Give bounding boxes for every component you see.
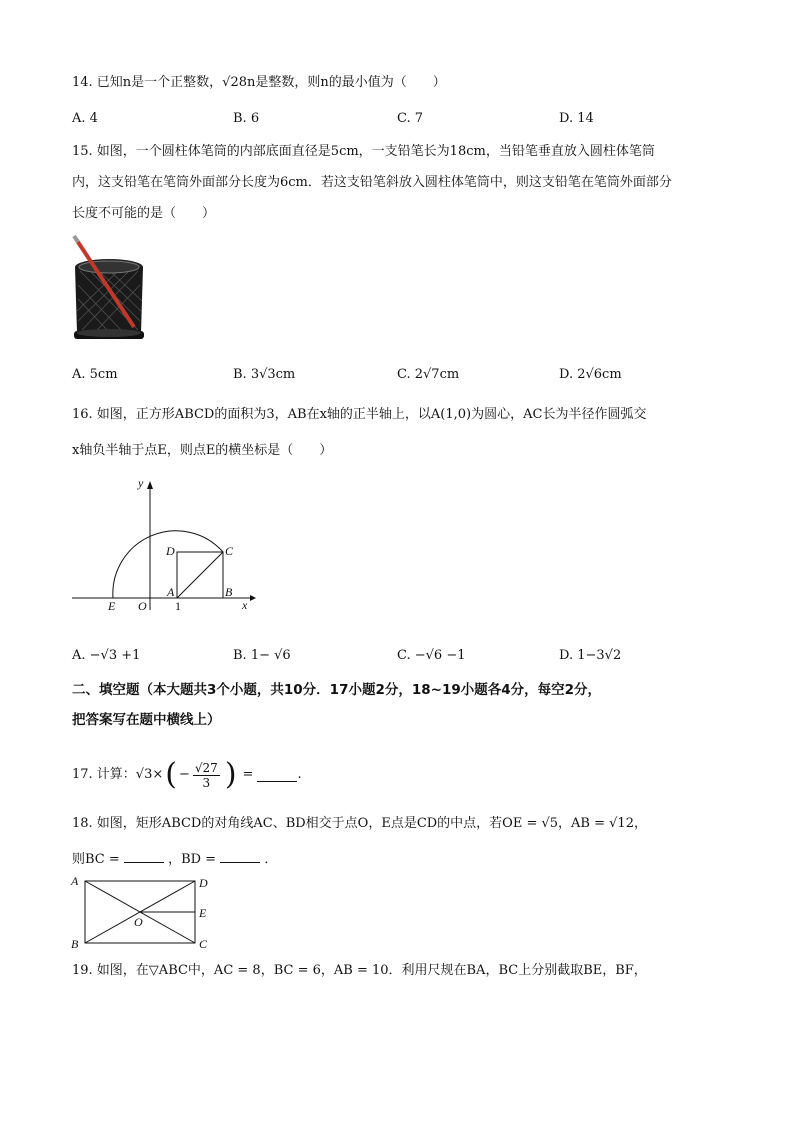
q17-paren-close: ) xyxy=(224,757,237,792)
q15-option-d: D. 2√6cm xyxy=(559,367,622,382)
q18-figure xyxy=(68,872,228,952)
q15-line-2: 内，这支铅笔在笔筒外面部分长度为6cm．若这支铅笔斜放入圆柱体笔筒中，则这支铅笔在笔筒外面部分 xyxy=(72,175,672,190)
q17-paren-open: ( xyxy=(165,757,177,792)
q16-figure xyxy=(60,475,260,615)
q16-option-b: B. 1− √6 xyxy=(233,648,291,663)
label-x: x xyxy=(242,598,248,612)
q16-line-1: 16. 如图，正方形ABCD的面积为3，AB在x轴的正半轴上，以A(1,0)为圆心，AC长为半径作圆弧交 xyxy=(72,407,647,422)
label-o: O xyxy=(138,599,147,613)
q18-end: ． xyxy=(264,852,278,867)
q14-stem: 14. 已知n是一个正整数，√28n是整数，则n的最小值为（ ） xyxy=(72,75,446,90)
q15-option-a: A. 5cm xyxy=(72,367,118,382)
q16-option-a: A. −√3 +1 xyxy=(72,648,141,663)
q17-minus: − xyxy=(178,767,190,782)
q17-frac-num: √27 xyxy=(194,760,218,775)
q14-option-d: D. 14 xyxy=(559,111,594,126)
label-b: B xyxy=(71,937,79,951)
q18-bd-answer-blank[interactable] xyxy=(220,850,260,863)
q18-line-2 xyxy=(72,850,277,869)
q15-option-b: B. 3√3cm xyxy=(233,367,296,382)
q15-line-1: 15. 如图，一个圆柱体笔筒的内部底面直径是5cm，一支铅笔长为18cm，当铅笔垂直放入圆柱体笔筒 xyxy=(72,144,655,159)
q17-end: . xyxy=(297,767,302,782)
label-d: D xyxy=(199,876,208,890)
q18-line-1: 18. 如图，矩形ABCD的对角线AC、BD相交于点O，E点是CD的中点，若OE = √5，AB = √12， xyxy=(72,816,647,831)
q14-option-c: C. 7 xyxy=(397,111,424,126)
label-b: B xyxy=(225,585,233,599)
q17-frac-den: 3 xyxy=(202,775,211,790)
q15-line-3: 长度不可能的是（ ） xyxy=(72,206,216,221)
section2-heading-2: 把答案写在题中横线上） xyxy=(72,712,221,728)
q17-prefix: 17. 计算：√3× xyxy=(72,767,164,782)
label-e: E xyxy=(108,599,116,613)
section2-heading-1: 二、填空题（本大题共3个小题，共10分．17小题2分，18~19小题各4分，每空2分， xyxy=(72,682,602,698)
q17-fraction xyxy=(193,761,220,790)
label-y: y xyxy=(138,476,144,490)
label-a: A xyxy=(167,585,175,599)
label-o: O xyxy=(134,915,143,929)
q18-bc-label: 则BC = xyxy=(72,852,120,867)
q18-bc-answer-blank[interactable] xyxy=(124,850,164,863)
q19-line-1: 19. 如图，在▽ABC中，AC = 8，BC = 6，AB = 10．利用尺规在BA，BC上分别截取BE，BF， xyxy=(72,963,647,978)
q18-bd-label: ，BD = xyxy=(168,852,217,867)
q17-answer-blank[interactable] xyxy=(257,769,297,782)
label-c: C xyxy=(199,937,208,951)
q14-option-a: A. 4 xyxy=(72,111,98,126)
q14-option-b: B. 6 xyxy=(233,111,260,126)
q15-option-c: C. 2√7cm xyxy=(397,367,460,382)
label-d: D xyxy=(166,544,175,558)
pencil-cup-image xyxy=(72,235,147,343)
q16-option-c: C. −√6 −1 xyxy=(397,648,466,663)
label-c: C xyxy=(225,544,234,558)
label-a: A xyxy=(71,874,79,888)
label-one: 1 xyxy=(175,599,181,613)
q17-equals: = xyxy=(242,767,254,782)
q16-line-2: x轴负半轴于点E，则点E的横坐标是（ ） xyxy=(72,443,333,458)
q16-option-d: D. 1−3√2 xyxy=(559,648,622,663)
label-e: E xyxy=(199,906,207,920)
q17-line xyxy=(72,757,302,793)
